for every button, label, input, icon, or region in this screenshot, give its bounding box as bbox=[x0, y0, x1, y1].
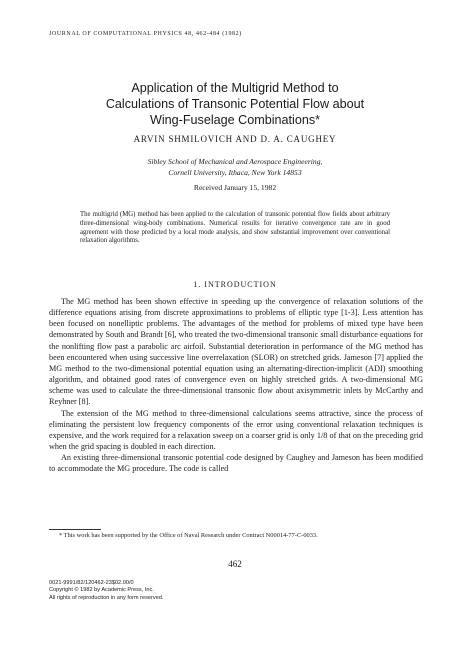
affiliation-line: Sibley School of Mechanical and Aerospace Engineering, bbox=[147, 157, 323, 166]
body-text bbox=[49, 296, 423, 475]
paragraph: The MG method has been shown effective in speeding up the convergence of relaxation solutions of the difference equations arising from discrete approximations to problems of elliptic type [1-3]. Less attention has been focused on nonelliptic problems. The advantages of the method for problems of mixed type have been demonstrated by South and Brandt [6], who treated the two-dimensional transonic small disturbance equations for the nonlifting flow past a parabolic arc airfoil. Substantial deterioration in performance of the MG method has been encountered when using successive line overrelaxation (SLOR) on stretched grids. Jameson [7] applied the MG method to the two-dimensional potential equation using an alternating-direction-implicit (ADI) smoothing algorithm, and obtained good rates of convergence even on highly stretched grids. A two-dimensional MG scheme was used to calculate the three-dimensional transonic flow about axisymmetric inlets by McCarthy and Reyhner [8]. bbox=[49, 297, 423, 407]
title-line: Application of the Multigrid Method to bbox=[131, 81, 339, 95]
footnote: * This work has been supported by the Office of Naval Research under Contract N00014-77-C-0033. bbox=[59, 532, 318, 539]
running-head: JOURNAL OF COMPUTATIONAL PHYSICS 48, 462-484 (1982) bbox=[49, 31, 242, 37]
section-heading: 1. INTRODUCTION bbox=[193, 280, 277, 289]
article-title bbox=[60, 80, 410, 128]
affiliation-line: Cornell University, Ithaca, New York 14853 bbox=[168, 168, 302, 177]
abstract: The multigrid (MG) method has been applied to the calculation of transonic potential flow fields about arbitrary three-dimensional wing-body combinations. Numerical results for iterative convergence rate are in good agreement with those predicted by a local mode analysis, and show substantial improvement over conventional relaxation algorithms. bbox=[80, 211, 390, 245]
imprint-line: All rights of reproduction in any form reserved. bbox=[49, 594, 164, 601]
title-line: Wing-Fuselage Combinations* bbox=[149, 113, 321, 127]
copyright-imprint bbox=[49, 580, 163, 602]
paragraph: The extension of the MG method to three-dimensional calculations seems attractive, since the process of eliminating the persistent low frequency components of the error using conventional relaxation techniques is expensive, and the work required for a relaxation sweep on a coarser grid is only 1/8 of that on the preceding grid when the grid spacing is doubled in each direction. bbox=[49, 408, 423, 452]
imprint-line: Copyright © 1982 by Academic Press, Inc. bbox=[49, 587, 154, 594]
received-date: Received January 15, 1982 bbox=[193, 183, 277, 192]
footnote-rule bbox=[49, 529, 101, 530]
paragraph: An existing three-dimensional transonic potential code designed by Caughey and Jameson has been modified to accommodate the MG procedure. The code is called bbox=[49, 453, 423, 474]
authors: ARVIN SHMILOVICH AND D. A. CAUGHEY bbox=[133, 134, 337, 144]
affiliation bbox=[60, 156, 410, 178]
imprint-line: 0021-9991/82/120462-23$02.00/0 bbox=[49, 580, 134, 586]
title-line: Calculations of Transonic Potential Flow about bbox=[105, 97, 365, 111]
page-number: 462 bbox=[228, 559, 242, 569]
